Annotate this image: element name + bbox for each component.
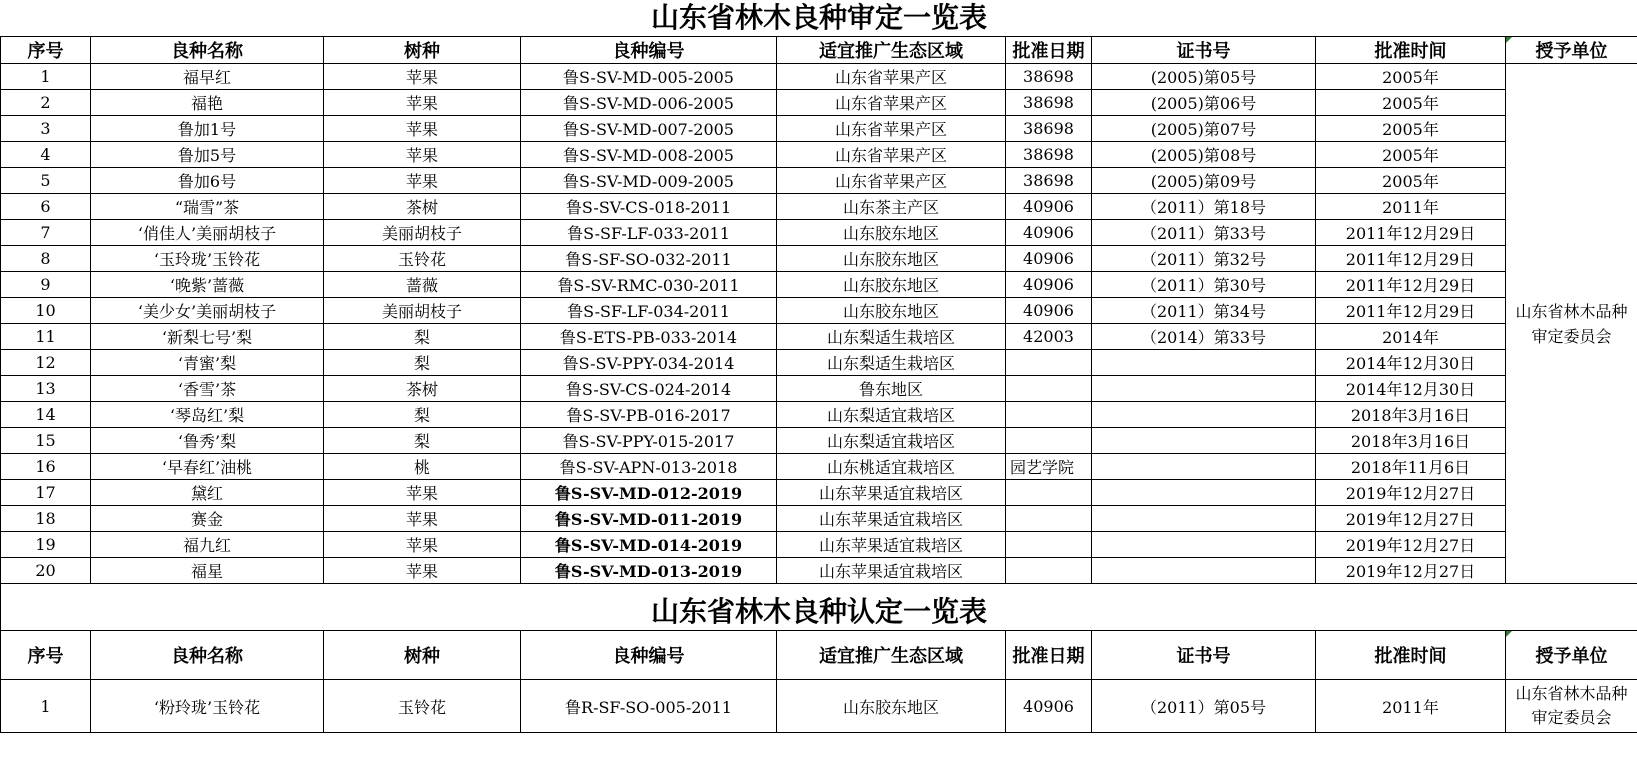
cell-index[interactable]: 17 [1, 480, 91, 506]
cell-approval-time[interactable]: 2005年 [1316, 168, 1506, 194]
cell-name[interactable]: 福九红 [91, 532, 324, 558]
cell-region[interactable]: 山东苹果适宜栽培区 [777, 532, 1006, 558]
cell-index[interactable]: 14 [1, 402, 91, 428]
cell-name[interactable]: ‘粉玲珑’玉铃花 [91, 680, 324, 733]
cell-index[interactable]: 15 [1, 428, 91, 454]
cell-code[interactable]: 鲁S-ETS-PB-033-2014 [521, 324, 777, 350]
col-header-name[interactable]: 良种名称 [91, 631, 324, 680]
cell-species[interactable]: 梨 [324, 324, 521, 350]
cell-name[interactable]: ‘青蜜’梨 [91, 350, 324, 376]
cell-index[interactable]: 20 [1, 558, 91, 584]
cell-approval-date[interactable] [1006, 350, 1092, 376]
cell-approval-time[interactable]: 2014年12月30日 [1316, 376, 1506, 402]
table-row [1, 142, 1637, 168]
col-header-region[interactable]: 适宜推广生态区域 [777, 37, 1006, 64]
cell-region[interactable]: 山东省苹果产区 [777, 168, 1006, 194]
cell-approval-time[interactable]: 2005年 [1316, 90, 1506, 116]
table-row [1, 64, 1637, 90]
cell-approval-time[interactable]: 2018年3月16日 [1316, 428, 1506, 454]
cell-species[interactable]: 玉铃花 [324, 246, 521, 272]
cell-approval-date[interactable]: 40906 [1006, 680, 1092, 733]
cell-approval-date[interactable] [1006, 428, 1092, 454]
cell-index[interactable]: 16 [1, 454, 91, 480]
col-header-approval-time[interactable]: 批准时间 [1316, 37, 1506, 64]
cell-species[interactable]: 苹果 [324, 116, 521, 142]
cell-certificate[interactable] [1092, 376, 1316, 402]
cell-certificate[interactable] [1092, 428, 1316, 454]
cell-certificate[interactable]: （2011）第30号 [1092, 272, 1316, 298]
cell-species[interactable]: 苹果 [324, 168, 521, 194]
col-header-unit[interactable]: 授予单位 [1506, 37, 1637, 64]
cell-name[interactable]: ‘玉玲珑’玉铃花 [91, 246, 324, 272]
col-header-species[interactable]: 树种 [324, 631, 521, 680]
cell-approval-time[interactable]: 2011年12月29日 [1316, 220, 1506, 246]
cell-certificate[interactable]: （2011）第18号 [1092, 194, 1316, 220]
table-row [1, 680, 1637, 733]
cell-region[interactable]: 鲁东地区 [777, 376, 1006, 402]
cell-approval-time[interactable]: 2019年12月27日 [1316, 506, 1506, 532]
cell-approval-time[interactable]: 2005年 [1316, 64, 1506, 90]
cell-species[interactable]: 蔷薇 [324, 272, 521, 298]
cell-certificate[interactable]: (2005)第05号 [1092, 64, 1316, 90]
cell-code[interactable]: 鲁S-SV-MD-005-2005 [521, 64, 777, 90]
cell-name[interactable]: ‘早春红’油桃 [91, 454, 324, 480]
cell-region[interactable]: 山东省苹果产区 [777, 90, 1006, 116]
cell-code[interactable]: 鲁S-SV-MD-007-2005 [521, 116, 777, 142]
cell-approval-time[interactable]: 2011年12月29日 [1316, 298, 1506, 324]
cell-approval-date[interactable]: 40906 [1006, 194, 1092, 220]
cell-index[interactable]: 2 [1, 90, 91, 116]
table-row [1, 454, 1637, 480]
cell-approval-time[interactable]: 2019年12月27日 [1316, 480, 1506, 506]
cell-species[interactable]: 桃 [324, 454, 521, 480]
cell-code[interactable]: 鲁S-SV-MD-014-2019 [521, 532, 777, 558]
cell-name[interactable]: “瑞雪”茶 [91, 194, 324, 220]
cell-species[interactable]: 苹果 [324, 64, 521, 90]
header-row-2 [1, 631, 1637, 680]
cell-name[interactable]: 鲁加6号 [91, 168, 324, 194]
table-row [1, 480, 1637, 506]
cell-species[interactable]: 玉铃花 [324, 680, 521, 733]
cell-certificate[interactable]: （2014）第33号 [1092, 324, 1316, 350]
cell-region[interactable]: 山东苹果适宜栽培区 [777, 480, 1006, 506]
cell-approval-date[interactable]: 42003 [1006, 324, 1092, 350]
col-header-code[interactable]: 良种编号 [521, 37, 777, 64]
cell-code[interactable]: 鲁S-SV-RMC-030-2011 [521, 272, 777, 298]
col-header-name[interactable]: 良种名称 [91, 37, 324, 64]
cell-region[interactable]: 山东梨适生栽培区 [777, 350, 1006, 376]
cell-region[interactable]: 山东胶东地区 [777, 246, 1006, 272]
cell-species[interactable]: 梨 [324, 402, 521, 428]
cell-index[interactable]: 8 [1, 246, 91, 272]
table-row [1, 350, 1637, 376]
cell-region[interactable]: 山东胶东地区 [777, 220, 1006, 246]
cell-index[interactable]: 3 [1, 116, 91, 142]
cell-certificate[interactable]: (2005)第09号 [1092, 168, 1316, 194]
cell-region[interactable]: 山东茶主产区 [777, 194, 1006, 220]
cell-index[interactable]: 1 [1, 680, 91, 733]
col-header-certificate[interactable]: 证书号 [1092, 37, 1316, 64]
cell-region[interactable]: 山东省苹果产区 [777, 64, 1006, 90]
cell-approval-date[interactable] [1006, 402, 1092, 428]
table-row [1, 90, 1637, 116]
cell-approval-time[interactable]: 2019年12月27日 [1316, 532, 1506, 558]
cell-certificate[interactable]: (2005)第07号 [1092, 116, 1316, 142]
cell-code[interactable]: 鲁S-SV-MD-011-2019 [521, 506, 777, 532]
table-row [1, 298, 1637, 324]
cell-species[interactable]: 苹果 [324, 558, 521, 584]
cell-approval-date[interactable]: 40906 [1006, 220, 1092, 246]
cell-region[interactable]: 山东胶东地区 [777, 272, 1006, 298]
cell-certificate[interactable]: (2005)第08号 [1092, 142, 1316, 168]
cell-region[interactable]: 山东胶东地区 [777, 298, 1006, 324]
table-row [1, 246, 1637, 272]
cell-index[interactable]: 13 [1, 376, 91, 402]
cell-name[interactable]: 鲁加5号 [91, 142, 324, 168]
cell-certificate[interactable]: (2005)第06号 [1092, 90, 1316, 116]
cell-species[interactable]: 苹果 [324, 142, 521, 168]
col-header-index[interactable]: 序号 [1, 37, 91, 64]
cell-species[interactable]: 梨 [324, 428, 521, 454]
cell-region[interactable]: 山东梨适生栽培区 [777, 324, 1006, 350]
cell-code[interactable]: 鲁S-SV-MD-009-2005 [521, 168, 777, 194]
table-row [1, 168, 1637, 194]
cell-region[interactable]: 山东梨适宜栽培区 [777, 428, 1006, 454]
table-row [1, 428, 1637, 454]
table-title: 山东省林木良种审定一览表 [651, 1, 988, 34]
cell-code[interactable]: 鲁S-SV-MD-012-2019 [521, 480, 777, 506]
cell-code[interactable]: 鲁S-SV-MD-008-2005 [521, 142, 777, 168]
col-header-species[interactable]: 树种 [324, 37, 521, 64]
cell-name[interactable]: ‘晚紫’蔷薇 [91, 272, 324, 298]
cell-name[interactable]: 赛金 [91, 506, 324, 532]
cell-index[interactable]: 19 [1, 532, 91, 558]
cell-certificate[interactable] [1092, 480, 1316, 506]
cell-approval-time[interactable]: 2014年 [1316, 324, 1506, 350]
cell-index[interactable]: 10 [1, 298, 91, 324]
cell-certificate[interactable]: （2011）第05号 [1092, 680, 1316, 733]
col-header-approval-date[interactable]: 批准日期 [1006, 37, 1092, 64]
cell-name[interactable]: ‘新梨七号’梨 [91, 324, 324, 350]
cell-species[interactable]: 茶树 [324, 194, 521, 220]
cell-approval-date[interactable] [1006, 532, 1092, 558]
cell-certificate[interactable] [1092, 454, 1316, 480]
cell-certificate[interactable] [1092, 532, 1316, 558]
cell-certificate[interactable] [1092, 558, 1316, 584]
cell-index[interactable]: 7 [1, 220, 91, 246]
cell-index[interactable]: 18 [1, 506, 91, 532]
cell-certificate[interactable] [1092, 350, 1316, 376]
col-header-certificate[interactable]: 证书号 [1092, 631, 1316, 680]
cell-approval-date[interactable]: 40906 [1006, 246, 1092, 272]
cell-approval-time[interactable]: 2018年11月6日 [1316, 454, 1506, 480]
cell-index[interactable]: 4 [1, 142, 91, 168]
cell-approval-date[interactable]: 38698 [1006, 90, 1092, 116]
cell-approval-date[interactable]: 38698 [1006, 64, 1092, 90]
cell-name[interactable]: 福星 [91, 558, 324, 584]
table-row [1, 376, 1637, 402]
cell-index[interactable]: 5 [1, 168, 91, 194]
cell-name[interactable]: 黛红 [91, 480, 324, 506]
cell-region[interactable]: 山东胶东地区 [777, 680, 1006, 733]
table-row [1, 324, 1637, 350]
cell-region[interactable]: 山东梨适宜栽培区 [777, 402, 1006, 428]
table-title-2: 山东省林木良种认定一览表 [1, 590, 1637, 631]
cell-approval-date[interactable] [1006, 480, 1092, 506]
cell-species[interactable]: 苹果 [324, 90, 521, 116]
cell-code[interactable]: 鲁S-SV-PPY-034-2014 [521, 350, 777, 376]
cell-index[interactable]: 9 [1, 272, 91, 298]
cell-name[interactable]: ‘香雪’茶 [91, 376, 324, 402]
col-header-code[interactable]: 良种编号 [521, 631, 777, 680]
cell-code[interactable]: 鲁S-SV-CS-024-2014 [521, 376, 777, 402]
cell-approval-date[interactable]: 38698 [1006, 168, 1092, 194]
cell-code[interactable]: 鲁S-SV-CS-018-2011 [521, 194, 777, 220]
cell-approval-date[interactable] [1006, 506, 1092, 532]
table-row [1, 220, 1637, 246]
cell-species[interactable]: 美丽胡枝子 [324, 220, 521, 246]
table-row [1, 558, 1637, 584]
cell-approval-date[interactable] [1006, 376, 1092, 402]
cell-region[interactable]: 山东苹果适宜栽培区 [777, 506, 1006, 532]
cell-code[interactable]: 鲁S-SV-APN-013-2018 [521, 454, 777, 480]
cell-approval-time[interactable]: 2011年 [1316, 680, 1506, 733]
cell-approval-time[interactable]: 2018年3月16日 [1316, 402, 1506, 428]
cell-name[interactable]: 福艳 [91, 90, 324, 116]
cell-certificate[interactable]: （2011）第34号 [1092, 298, 1316, 324]
header-row [1, 37, 1637, 64]
cell-code[interactable]: 鲁S-SF-LF-033-2011 [521, 220, 777, 246]
cell-code[interactable]: 鲁S-SV-MD-006-2005 [521, 90, 777, 116]
cell-approval-date[interactable]: 园艺学院 [1006, 454, 1092, 480]
cell-name[interactable]: 鲁加1号 [91, 116, 324, 142]
cell-species[interactable]: 苹果 [324, 506, 521, 532]
cell-certificate[interactable]: （2011）第32号 [1092, 246, 1316, 272]
cell-species[interactable]: 美丽胡枝子 [324, 298, 521, 324]
cell-region[interactable]: 山东省苹果产区 [777, 142, 1006, 168]
cell-code[interactable]: 鲁S-SF-SO-032-2011 [521, 246, 777, 272]
cell-code[interactable]: 鲁S-SV-MD-013-2019 [521, 558, 777, 584]
cell-certificate[interactable] [1092, 506, 1316, 532]
cell-certificate[interactable] [1092, 402, 1316, 428]
cell-region[interactable]: 山东苹果适宜栽培区 [777, 558, 1006, 584]
cell-unit[interactable]: 山东省林木品种审定委员会 [1506, 680, 1637, 733]
cell-code[interactable]: 鲁S-SF-LF-034-2011 [521, 298, 777, 324]
cell-approval-date[interactable]: 38698 [1006, 116, 1092, 142]
cell-region[interactable]: 山东桃适宜栽培区 [777, 454, 1006, 480]
col-header-region[interactable]: 适宜推广生态区域 [777, 631, 1006, 680]
cell-species[interactable]: 苹果 [324, 480, 521, 506]
cell-approval-time[interactable]: 2011年12月29日 [1316, 246, 1506, 272]
cell-species[interactable]: 梨 [324, 350, 521, 376]
cell-certificate[interactable]: （2011）第33号 [1092, 220, 1316, 246]
cell-approval-time[interactable]: 2019年12月27日 [1316, 558, 1506, 584]
col-header-index[interactable]: 序号 [1, 631, 91, 680]
cell-approval-date[interactable]: 38698 [1006, 142, 1092, 168]
cell-name[interactable]: ‘鲁秀’梨 [91, 428, 324, 454]
table-row [1, 116, 1637, 142]
cell-name[interactable]: 福早红 [91, 64, 324, 90]
col-header-approval-date[interactable]: 批准日期 [1006, 631, 1092, 680]
cell-approval-date[interactable] [1006, 558, 1092, 584]
cell-approval-time[interactable]: 2011年 [1316, 194, 1506, 220]
table-row [1, 272, 1637, 298]
cell-index[interactable]: 11 [1, 324, 91, 350]
cell-approval-date[interactable]: 40906 [1006, 298, 1092, 324]
cell-index[interactable]: 12 [1, 350, 91, 376]
cell-species[interactable]: 茶树 [324, 376, 521, 402]
cell-unit[interactable]: 山东省林木品种审定委员会 [1506, 64, 1637, 584]
cell-approval-date[interactable]: 40906 [1006, 272, 1092, 298]
cell-name[interactable]: ‘美少女’美丽胡枝子 [91, 298, 324, 324]
cell-code[interactable]: 鲁R-SF-SO-005-2011 [521, 680, 777, 733]
cell-approval-time[interactable]: 2005年 [1316, 116, 1506, 142]
col-header-unit[interactable]: 授予单位 [1506, 631, 1637, 680]
table-row [1, 402, 1637, 428]
cell-code[interactable]: 鲁S-SV-PPY-015-2017 [521, 428, 777, 454]
col-header-approval-time[interactable]: 批准时间 [1316, 631, 1506, 680]
table-row [1, 194, 1637, 220]
table-row [1, 532, 1637, 558]
cell-approval-time[interactable]: 2011年12月29日 [1316, 272, 1506, 298]
cell-name[interactable]: ‘俏佳人’美丽胡枝子 [91, 220, 324, 246]
cell-approval-time[interactable]: 2005年 [1316, 142, 1506, 168]
cell-name[interactable]: ‘琴岛红’梨 [91, 402, 324, 428]
table-row [1, 506, 1637, 532]
cell-code[interactable]: 鲁S-SV-PB-016-2017 [521, 402, 777, 428]
cell-index[interactable]: 6 [1, 194, 91, 220]
cell-index[interactable]: 1 [1, 64, 91, 90]
cell-approval-time[interactable]: 2014年12月30日 [1316, 350, 1506, 376]
cell-region[interactable]: 山东省苹果产区 [777, 116, 1006, 142]
cell-species[interactable]: 苹果 [324, 532, 521, 558]
